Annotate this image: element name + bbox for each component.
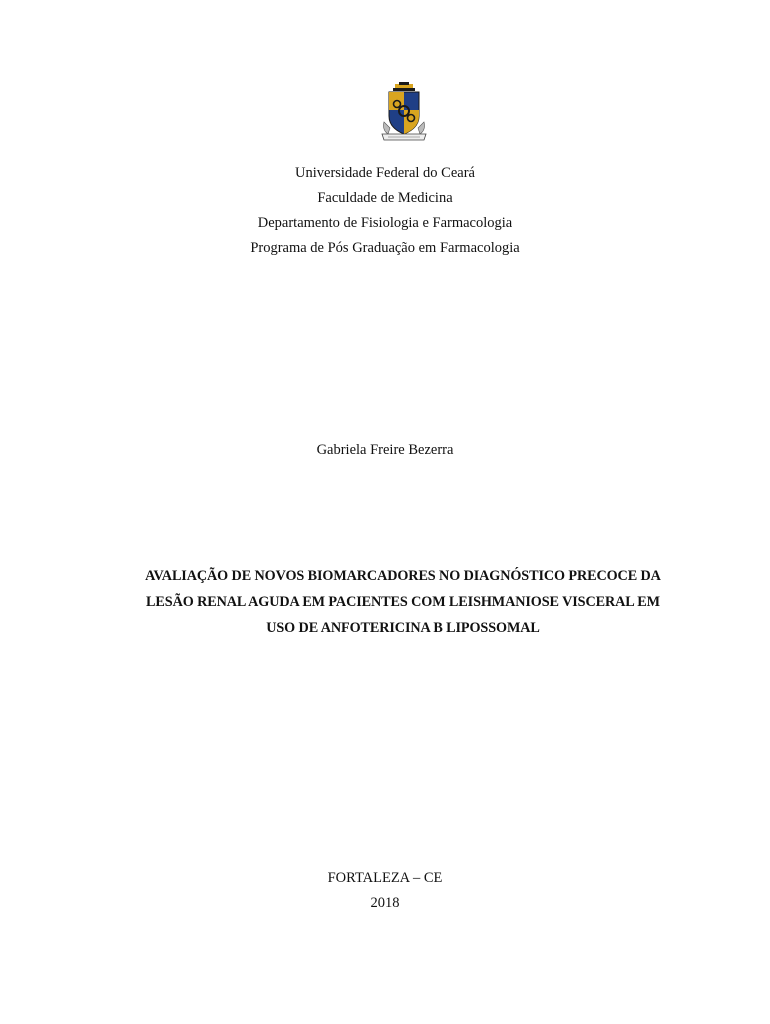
department-name: Departamento de Fisiologia e Farmacologia <box>257 215 513 231</box>
thesis-title-line-1: AVALIAÇÃO DE NOVOS BIOMARCADORES NO DIAGNÓSTICO PRECOCE DA <box>145 568 661 584</box>
university-crest-icon <box>378 82 430 144</box>
faculty-name: Faculdade de Medicina <box>317 190 453 206</box>
year: 2018 <box>370 895 400 911</box>
university-name: Universidade Federal do Ceará <box>295 165 475 181</box>
thesis-title-line-2: LESÃO RENAL AGUDA EM PACIENTES COM LEISHMANIOSE VISCERAL EM <box>146 594 660 610</box>
author-name: Gabriela Freire Bezerra <box>316 442 454 458</box>
program-name: Programa de Pós Graduação em Farmacologia <box>250 240 520 256</box>
thesis-title-line-3: USO DE ANFOTERICINA B LIPOSSOMAL <box>266 620 540 636</box>
city-state: FORTALEZA – CE <box>327 870 443 886</box>
